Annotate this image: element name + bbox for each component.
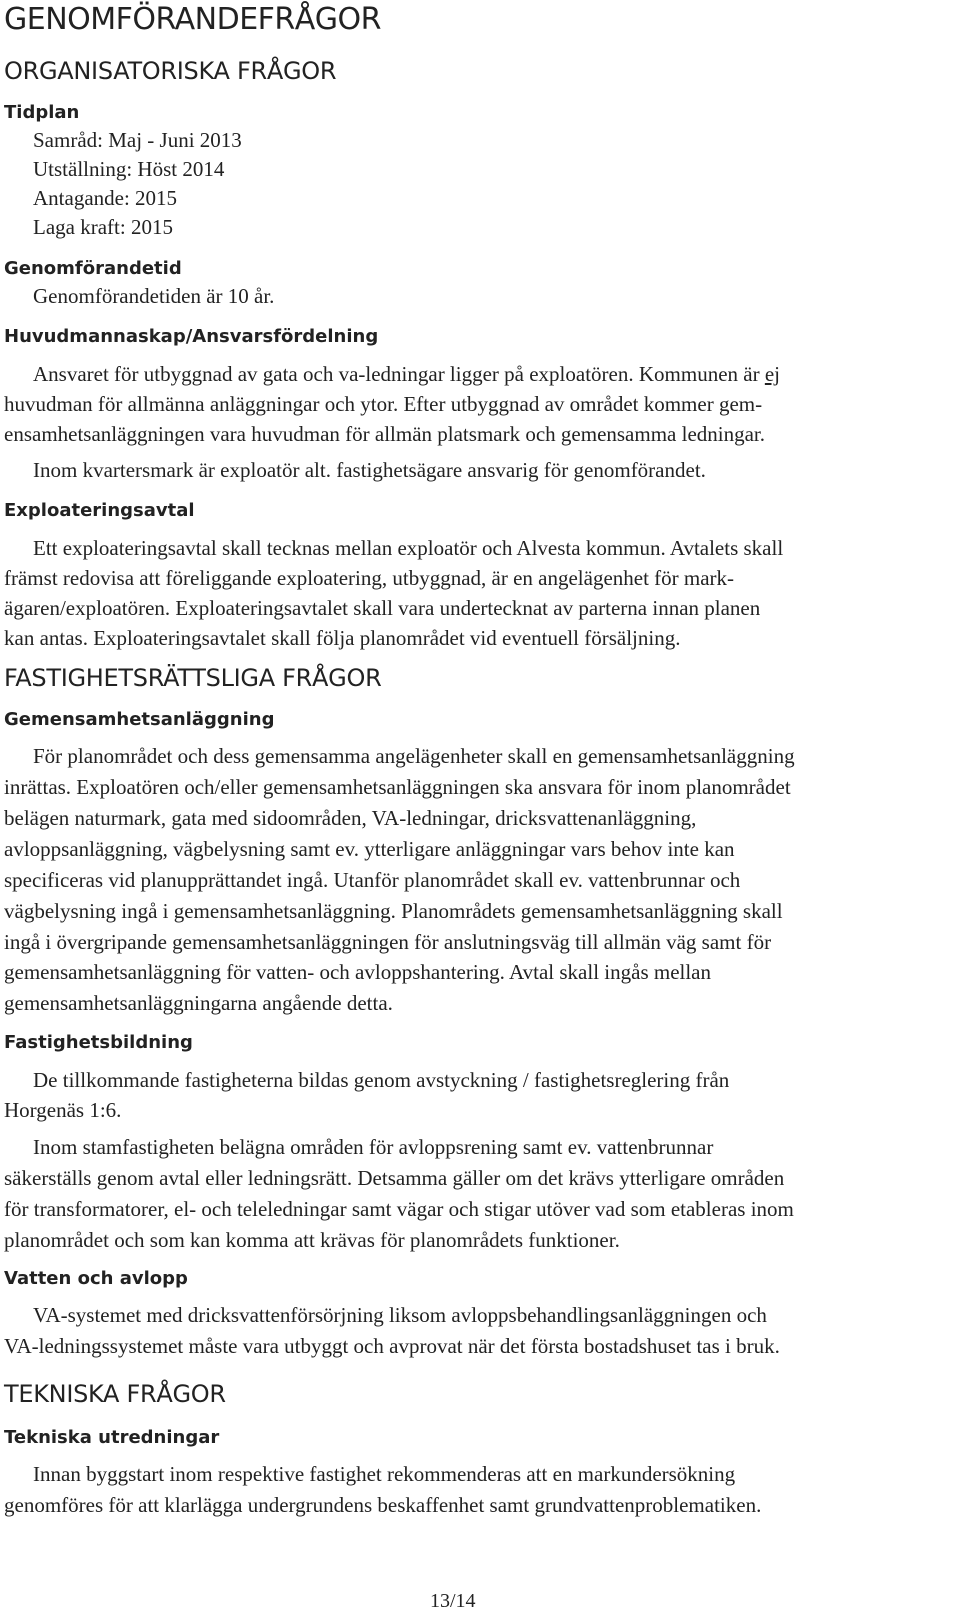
gemensamhet-line: ingå i övergripande gemensamhetsanläggningen för anslutningsväg till allmän väg samt för	[4, 930, 772, 954]
fastighetsbildning-line: Horgenäs 1:6.	[4, 1098, 122, 1122]
fastighetsbildning-line: säkerställs genom avtal eller ledningsrätt. Detsamma gäller om det krävs ytterligare områden	[4, 1166, 785, 1190]
subheading-tidplan: Tidplan	[4, 102, 80, 123]
exploateringsavtal-line: främst redovisa att föreliggande exploatering, utbyggnad, är en angelägenhet för mark-	[4, 566, 735, 590]
utredningar-line: Innan byggstart inom respektive fastighet rekommenderas att en markundersökning	[33, 1462, 736, 1486]
subheading-vatten-och-avlopp: Vatten och avlopp	[4, 1268, 188, 1289]
subheading-tekniska-utredningar: Tekniska utredningar	[4, 1427, 220, 1448]
gemensamhet-line: specificeras vid planupprättandet ingå. Utanför planområdet skall ev. vattenbrunnar och	[4, 868, 741, 892]
gemensamhet-line: inrättas. Exploatören och/eller gemensamhetsanläggningen ska ansvara för inom planområdet	[4, 775, 791, 799]
exploateringsavtal-line: Ett exploateringsavtal skall tecknas mellan exploatör och Alvesta kommun. Avtalets skall	[33, 536, 784, 560]
fastighetsbildning-line: planområdet och som kan komma att krävas för planområdets funktioner.	[4, 1228, 620, 1252]
exploateringsavtal-line: kan antas. Exploateringsavtalet skall följa planområdet vid eventuell försäljning.	[4, 626, 681, 650]
section-heading-fastighetsrattsliga: FASTIGHETSRÄTTSLIGA FRÅGOR	[4, 664, 382, 692]
page-title: GENOMFÖRANDEFRÅGOR	[4, 2, 381, 37]
section-heading-tekniska: TEKNISKA FRÅGOR	[4, 1380, 226, 1408]
gemensamhet-line: avloppsanläggning, vägbelysning samt ev. ytterligare anläggningar vars behov inte kan	[4, 837, 735, 861]
subheading-huvudmannaskap: Huvudmannaskap/Ansvarsfördelning	[4, 326, 379, 347]
gemensamhet-line: gemensamhetsanläggningarna angående detta.	[4, 991, 393, 1015]
fastighetsbildning-line: för transformatorer, el- och teleledningar samt vägar och stigar utöver vad som etableras inom	[4, 1197, 794, 1221]
utredningar-line: genomföres för att klarlägga undergrundens beskaffenhet samt grundvattenproblematiken.	[4, 1493, 762, 1517]
vatten-line: VA-ledningssystemet måste vara utbyggt och avprovat när det första bostadshuset tas i bruk.	[4, 1334, 780, 1358]
gemensamhet-line: belägen naturmark, gata med sidoområden, VA-ledningar, dricksvattenanläggning,	[4, 806, 697, 830]
huvudmannaskap-line: ensamhetsanläggningen vara huvudman för allmän platsmark och gemensamma ledningar.	[4, 422, 766, 446]
exploateringsavtal-line: ägaren/exploatören. Exploateringsavtalet skall vara undertecknat av parterna innan planen	[4, 596, 761, 620]
subheading-exploateringsavtal: Exploateringsavtal	[4, 500, 195, 521]
gemensamhet-line: vägbelysning ingå i gemensamhetsanläggning. Planområdets gemensamhetsanläggning skall	[4, 899, 783, 923]
page-number: 13/14	[430, 1590, 476, 1612]
gemensamhet-line: För planområdet och dess gemensamma angelägenheter skall en gemensamhetsanläggning	[33, 744, 795, 768]
subheading-gemensamhetsanlaggning: Gemensamhetsanläggning	[4, 709, 275, 730]
gemensamhet-line: gemensamhetsanläggning för vatten- och avloppshantering. Avtal skall ingås mellan	[4, 960, 712, 984]
fastighetsbildning-line: De tillkommande fastigheterna bildas genom avstyckning / fastighetsreglering från	[33, 1068, 730, 1092]
tidplan-item: Antagande: 2015	[33, 186, 178, 210]
huvudmannaskap-line: Inom kvartersmark är exploatör alt. fastighetsägare ansvarig för genomförandet.	[33, 458, 706, 482]
huvudmannaskap-line	[33, 362, 780, 387]
tidplan-item: Laga kraft: 2015	[33, 215, 173, 239]
genomforandetid-text: Genomförandetiden är 10 år.	[33, 284, 275, 308]
underlined-word: ej	[764, 362, 780, 386]
tidplan-item: Samråd: Maj - Juni 2013	[33, 128, 242, 152]
huvudmannaskap-text: Ansvaret för utbyggnad av gata och va-ledningar ligger på exploatören. Kommunen är	[33, 362, 765, 386]
huvudmannaskap-line: huvudman för allmänna anläggningar och ytor. Efter utbyggnad av området kommer gem-	[4, 392, 763, 416]
subheading-genomforandetid: Genomförandetid	[4, 258, 182, 279]
vatten-line: VA-systemet med dricksvattenförsörjning liksom avloppsbehandlingsanläggningen och	[33, 1303, 767, 1327]
tidplan-item: Utställning: Höst 2014	[33, 157, 225, 181]
fastighetsbildning-line: Inom stamfastigheten belägna områden för avloppsrening samt ev. vattenbrunnar	[33, 1135, 714, 1159]
subheading-fastighetsbildning: Fastighetsbildning	[4, 1032, 193, 1053]
section-heading-organisatoriska: ORGANISATORISKA FRÅGOR	[4, 57, 337, 85]
